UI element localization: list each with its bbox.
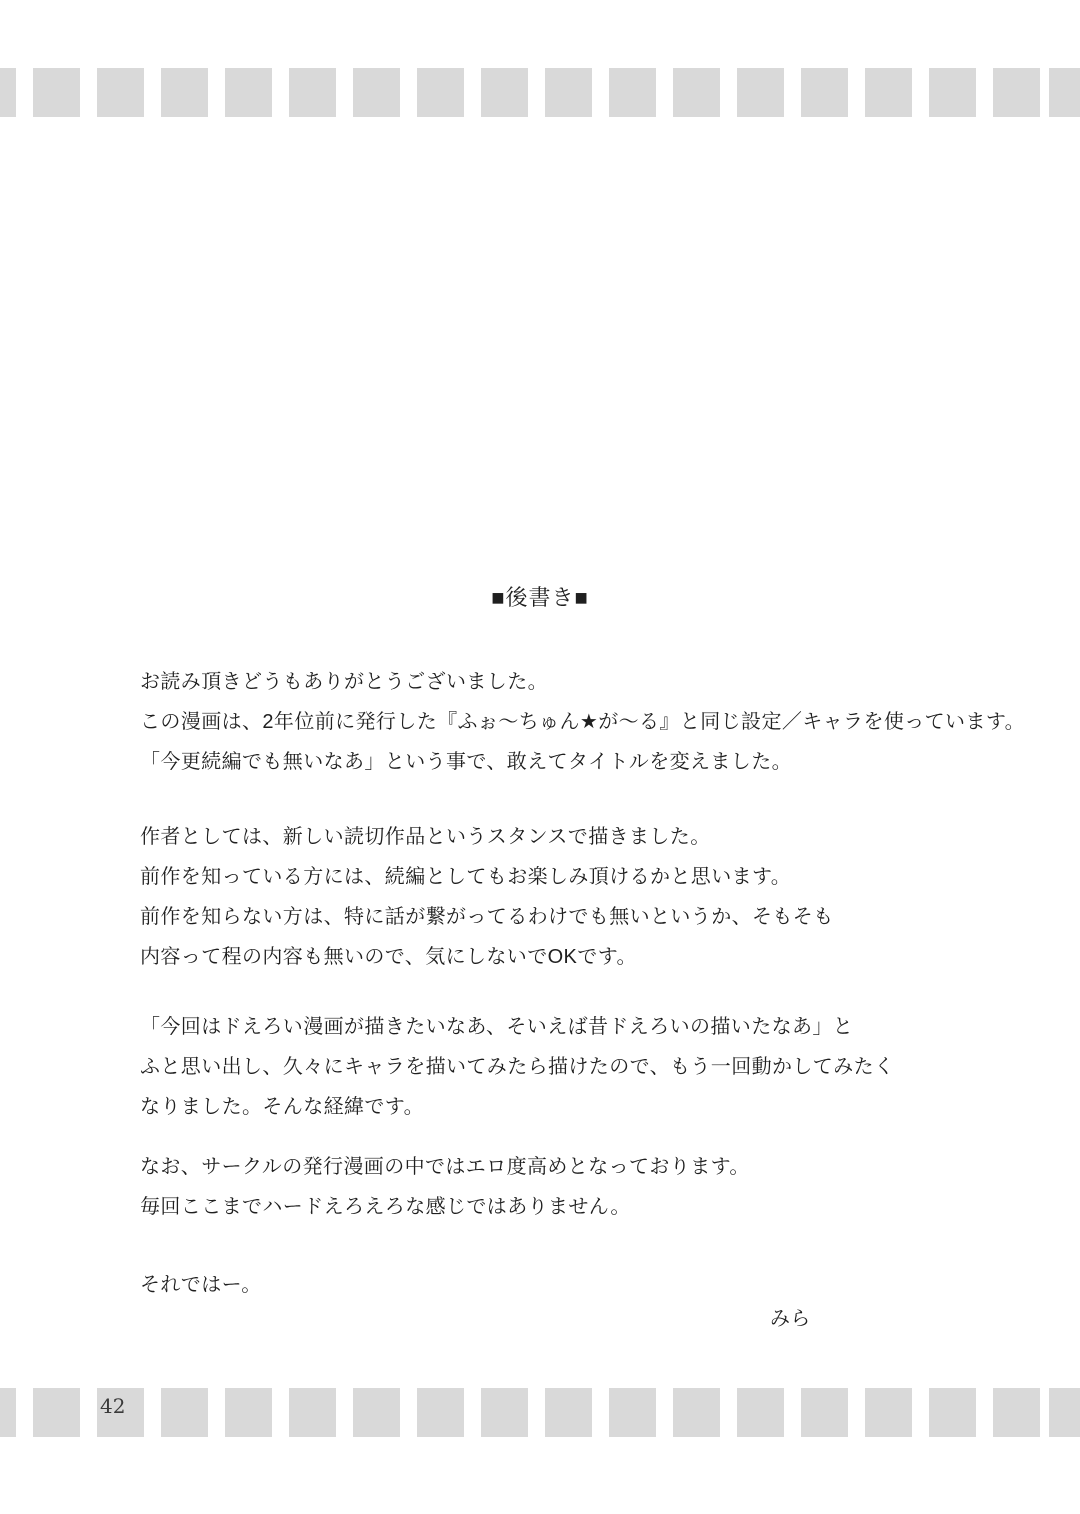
afterword-paragraph xyxy=(140,662,1040,782)
afterword-paragraph xyxy=(140,1265,1040,1305)
text-line: なりました。そんな経緯です。 xyxy=(140,1096,424,1118)
text-line: この漫画は、2年位前に発行した『ふぉ〜ちゅん★が〜る』と同じ設定／キャラを使っています。 xyxy=(140,711,1026,733)
text-line: お読み頂きどうもありがとうございました。 xyxy=(140,671,548,693)
afterword-paragraph xyxy=(140,817,1040,977)
afterword-paragraph xyxy=(140,1007,1040,1127)
text-line: なお、サークルの発行漫画の中ではエロ度高めとなっております。 xyxy=(140,1156,750,1178)
author-signature: みら xyxy=(770,1308,811,1330)
text-line: それではー。 xyxy=(140,1274,262,1296)
text-line: ふと思い出し、久々にキャラを描いてみたら描けたので、もう一回動かしてみたく xyxy=(140,1056,895,1078)
afterword-paragraph xyxy=(140,1147,1040,1227)
page-number: 42 xyxy=(100,1394,126,1418)
film-strip-bottom-decoration xyxy=(0,1388,1080,1437)
text-line: 前作を知らない方は、特に話が繋がってるわけでも無いというか、そもそも xyxy=(140,906,834,928)
film-strip-top-decoration xyxy=(0,68,1080,117)
text-line: 毎回ここまでハードえろえろな感じではありません。 xyxy=(140,1196,631,1218)
text-line: 内容って程の内容も無いので、気にしないでOKです。 xyxy=(140,946,637,968)
text-line: 「今更続編でも無いなあ」という事で、敢えてタイトルを変えました。 xyxy=(140,751,792,773)
page-title: ■後書き■ xyxy=(491,585,589,610)
text-line: 「今回はドえろい漫画が描きたいなあ、そいえば昔ドえろいの描いたなあ」と xyxy=(140,1016,854,1038)
text-line: 前作を知っている方には、続編としてもお楽しみ頂けるかと思います。 xyxy=(140,866,792,888)
text-line: 作者としては、新しい読切作品というスタンスで描きました。 xyxy=(140,826,711,848)
